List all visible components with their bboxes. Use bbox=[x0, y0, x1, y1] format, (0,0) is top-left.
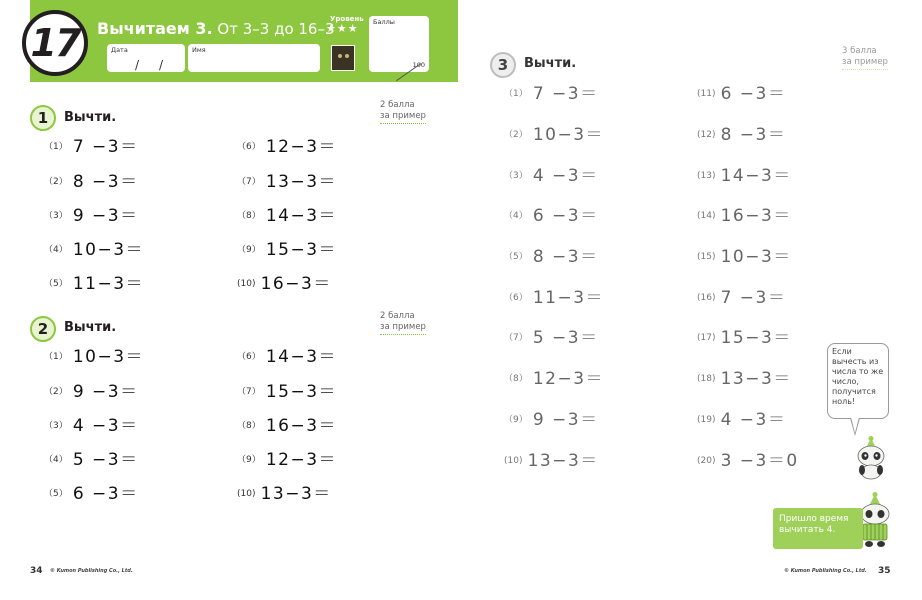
problem-number: (14) bbox=[697, 210, 716, 221]
problem-number: （9） bbox=[237, 244, 261, 255]
problem[interactable] bbox=[237, 205, 337, 226]
problem-number: （6） bbox=[237, 141, 261, 152]
section-3-title: Вычти. bbox=[524, 56, 577, 71]
problem[interactable] bbox=[504, 165, 599, 186]
problem-number: （8） bbox=[504, 373, 528, 384]
problem[interactable] bbox=[237, 273, 332, 294]
hint-bubble: Если вычесть из числа то же число, получится ноль! bbox=[827, 343, 889, 419]
score-field[interactable] bbox=[369, 16, 429, 72]
problem[interactable] bbox=[697, 368, 792, 389]
problem-expression: 6 −3＝ bbox=[532, 205, 599, 226]
problem-expression: 4 −3＝ bbox=[720, 409, 787, 430]
problem-expression: 9 −3＝ bbox=[532, 409, 599, 430]
problem[interactable] bbox=[44, 171, 139, 192]
example-answer: 0 bbox=[786, 450, 799, 471]
section-1-number: 1 bbox=[30, 105, 56, 131]
date-separator: / bbox=[135, 58, 140, 72]
problem-number: (20) bbox=[697, 455, 716, 466]
problem[interactable] bbox=[44, 449, 139, 470]
section-2-points bbox=[380, 311, 426, 335]
level-animal-icon bbox=[331, 45, 355, 71]
problem-number: （4） bbox=[504, 210, 528, 221]
problem-number: （3） bbox=[44, 210, 68, 221]
panda-mascot-icon bbox=[852, 436, 890, 480]
section-1-title: Вычти. bbox=[64, 110, 117, 125]
problem-expression: 13−3＝ bbox=[260, 483, 332, 504]
problem-number: （1） bbox=[504, 88, 528, 99]
problem-expression: 10−3＝ bbox=[720, 246, 792, 267]
problem-expression: 15−3＝ bbox=[265, 381, 338, 402]
section-3-number: 3 bbox=[490, 52, 516, 78]
problem-expression: 13−3＝ bbox=[527, 450, 599, 471]
problem-expression: 4 −3＝ bbox=[532, 165, 599, 186]
problem-expression: 7 −3＝ bbox=[532, 83, 599, 104]
lesson-title bbox=[97, 19, 335, 38]
problem-expression: 12−3＝ bbox=[265, 136, 338, 157]
section-2-number: 2 bbox=[30, 316, 56, 342]
problem[interactable] bbox=[504, 409, 599, 430]
problem-number: (17) bbox=[697, 332, 716, 343]
points-line: 2 балла bbox=[380, 100, 415, 110]
lesson-title-bold: Вычитаем 3. bbox=[97, 19, 213, 38]
problem[interactable] bbox=[44, 239, 144, 260]
problem[interactable] bbox=[237, 415, 337, 436]
problem-number: （7） bbox=[237, 386, 261, 397]
problem[interactable] bbox=[44, 381, 139, 402]
problem[interactable] bbox=[44, 136, 139, 157]
points-line: 3 балла bbox=[842, 46, 877, 56]
problem-number: (13) bbox=[697, 170, 716, 181]
problem-number: （2） bbox=[44, 386, 68, 397]
name-label: Имя bbox=[192, 46, 206, 54]
copyright-left: © Kumon Publishing Co., Ltd. bbox=[50, 568, 133, 574]
problem-number: （4） bbox=[44, 244, 68, 255]
problem-expression: 13−3＝ bbox=[265, 171, 338, 192]
problem-expression: 6 −3＝ bbox=[720, 83, 787, 104]
problem[interactable] bbox=[44, 415, 139, 436]
problem-expression: 16−3＝ bbox=[265, 415, 338, 436]
problem-number: （9） bbox=[237, 454, 261, 465]
problem-expression: 5 −3＝ bbox=[532, 327, 599, 348]
problem[interactable] bbox=[697, 327, 792, 348]
problem-number: （3） bbox=[44, 420, 68, 431]
problem[interactable] bbox=[697, 246, 792, 267]
problem[interactable] bbox=[237, 171, 337, 192]
problem[interactable] bbox=[697, 124, 786, 145]
section-3-points bbox=[842, 46, 888, 70]
problem-expression: 11−3＝ bbox=[72, 273, 145, 294]
problem-expression: 15−3＝ bbox=[265, 239, 338, 260]
problem-expression: 14−3＝ bbox=[265, 346, 338, 367]
problem-expression: 12−3＝ bbox=[265, 449, 338, 470]
problem[interactable] bbox=[697, 205, 792, 226]
date-field[interactable] bbox=[107, 44, 185, 72]
problem[interactable] bbox=[237, 136, 337, 157]
problem-expression: 8 −3＝ bbox=[720, 124, 787, 145]
problem[interactable] bbox=[697, 83, 786, 104]
page-number-right: 35 bbox=[878, 566, 891, 576]
level-stars: ★★★ bbox=[326, 22, 359, 35]
problem-number: （9） bbox=[504, 414, 528, 425]
date-label: Дата bbox=[111, 46, 128, 54]
problem[interactable] bbox=[44, 205, 139, 226]
problem[interactable] bbox=[697, 409, 786, 430]
problem-number: (11) bbox=[697, 88, 716, 99]
problem[interactable] bbox=[237, 239, 337, 260]
problem[interactable] bbox=[504, 83, 599, 104]
points-line: за пример bbox=[380, 322, 426, 332]
problem-number: (10) bbox=[504, 455, 523, 466]
problem-expression: 9 −3＝ bbox=[72, 381, 139, 402]
problem-expression: 10−3＝ bbox=[532, 124, 605, 145]
problem[interactable] bbox=[697, 450, 799, 471]
problem-expression: 7 −3＝ bbox=[72, 136, 139, 157]
next-lesson-note: Пришло время вычитать 4. bbox=[773, 508, 863, 549]
problem-number: (12) bbox=[697, 129, 716, 140]
problem-expression: 5 −3＝ bbox=[72, 449, 139, 470]
problem-number: （7） bbox=[504, 332, 528, 343]
problem-number: （5） bbox=[44, 488, 68, 499]
problem[interactable] bbox=[504, 124, 604, 145]
problem[interactable] bbox=[504, 450, 599, 471]
problem-expression: 10−3＝ bbox=[72, 239, 145, 260]
problem-expression: 4 −3＝ bbox=[72, 415, 139, 436]
problem[interactable] bbox=[44, 273, 144, 294]
problem-expression: 15−3＝ bbox=[720, 327, 792, 348]
problem-number: （8） bbox=[237, 210, 261, 221]
problem[interactable] bbox=[237, 449, 337, 470]
problem-number: （5） bbox=[504, 251, 528, 262]
problem-number: （7） bbox=[237, 176, 261, 187]
problem-expression: 6 −3＝ bbox=[72, 483, 139, 504]
problem[interactable] bbox=[504, 246, 599, 267]
problem-number: （1） bbox=[44, 141, 68, 152]
problem-number: (16) bbox=[697, 292, 716, 303]
problem-number: (15) bbox=[697, 251, 716, 262]
problem-number: （1） bbox=[44, 351, 68, 362]
problem-expression: 13−3＝ bbox=[720, 368, 792, 389]
lesson-title-range: От 3–3 до 16–3 bbox=[212, 20, 335, 38]
points-line: 2 балла bbox=[380, 311, 415, 321]
problem-number: （6） bbox=[504, 292, 528, 303]
problem[interactable] bbox=[504, 368, 604, 389]
problem[interactable] bbox=[237, 346, 337, 367]
section-2-title: Вычти. bbox=[64, 320, 117, 335]
problem-expression: 14−3＝ bbox=[265, 205, 338, 226]
problem-expression: 8 −3＝ bbox=[532, 246, 599, 267]
problem-expression: 3 −3＝ bbox=[720, 450, 787, 471]
problem-expression: 10−3＝ bbox=[72, 346, 145, 367]
problem[interactable] bbox=[504, 327, 599, 348]
points-line: за пример bbox=[842, 57, 888, 67]
problem-number: (19) bbox=[697, 414, 716, 425]
problem-number: （4） bbox=[44, 454, 68, 465]
problem-number: （2） bbox=[44, 176, 68, 187]
score-max: 100 bbox=[412, 61, 425, 69]
problem-expression: 7 −3＝ bbox=[720, 287, 787, 308]
problem-number: （6） bbox=[237, 351, 261, 362]
level-label: Уровень bbox=[330, 15, 364, 23]
problem-expression: 16−3＝ bbox=[720, 205, 792, 226]
problem-expression: 9 −3＝ bbox=[72, 205, 139, 226]
problem-expression: 14−3＝ bbox=[720, 165, 792, 186]
section-1-points bbox=[380, 100, 426, 124]
problem[interactable] bbox=[697, 165, 792, 186]
problem[interactable] bbox=[697, 287, 786, 308]
copyright-right: © Kumon Publishing Co., Ltd. bbox=[784, 568, 867, 574]
problem[interactable] bbox=[237, 381, 337, 402]
problem-number: （2） bbox=[504, 129, 528, 140]
problem-number: (10) bbox=[237, 488, 256, 499]
problem-number: （5） bbox=[44, 278, 68, 289]
problem-number: (18) bbox=[697, 373, 716, 384]
problem-expression: 16−3＝ bbox=[260, 273, 332, 294]
lesson-number: 17 bbox=[22, 10, 88, 76]
problem[interactable] bbox=[44, 483, 139, 504]
problem[interactable] bbox=[504, 205, 599, 226]
name-field[interactable] bbox=[188, 44, 320, 72]
problem[interactable] bbox=[237, 483, 332, 504]
problem-expression: 12−3＝ bbox=[532, 368, 605, 389]
date-separator: / bbox=[159, 58, 164, 72]
score-label: Баллы bbox=[373, 18, 395, 26]
problem[interactable] bbox=[504, 287, 604, 308]
page-number-left: 34 bbox=[30, 566, 43, 576]
problem-number: （8） bbox=[237, 420, 261, 431]
problem-expression: 11−3＝ bbox=[532, 287, 605, 308]
problem[interactable] bbox=[44, 346, 144, 367]
problem-number: （3） bbox=[504, 170, 528, 181]
bubble-tail bbox=[851, 417, 859, 433]
points-line: за пример bbox=[380, 111, 426, 121]
problem-number: (10) bbox=[237, 278, 256, 289]
problem-expression: 8 −3＝ bbox=[72, 171, 139, 192]
